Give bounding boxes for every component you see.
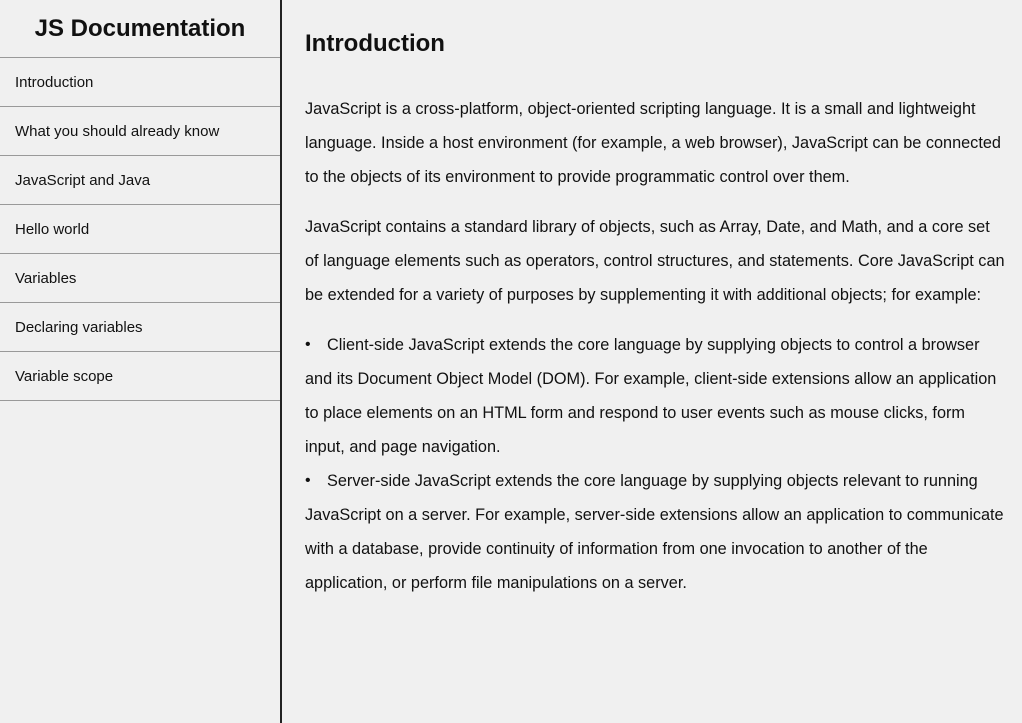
- nav-link-what-you-should-already-know[interactable]: What you should already know: [0, 107, 280, 156]
- bullet-icon: •: [305, 472, 311, 489]
- sidebar-title: JS Documentation: [0, 0, 280, 58]
- list-item: [305, 464, 1005, 600]
- nav-link-variables[interactable]: Variables: [0, 254, 280, 303]
- nav-link-hello-world[interactable]: Hello world: [0, 205, 280, 254]
- bullet-icon: •: [305, 336, 311, 353]
- section-title: Introduction: [305, 30, 445, 57]
- sidebar-nav: [0, 0, 282, 723]
- nav-list: [0, 58, 280, 401]
- nav-link-declaring-variables[interactable]: Declaring variables: [0, 303, 280, 352]
- nav-link-introduction[interactable]: Introduction: [0, 58, 280, 107]
- list-item-text: Server-side JavaScript extends the core language by supplying objects relevant to running JavaScript on a server. For example, server-side extensions allow an application to communicate with a database, provide continuity of information from one invocation to another of the application, or perform file manipulations on a server.: [305, 472, 1004, 592]
- main-content: [305, 0, 1005, 600]
- nav-link-variable-scope[interactable]: Variable scope: [0, 352, 280, 401]
- list-item: [305, 328, 1005, 464]
- intro-paragraph-1: JavaScript is a cross-platform, object-oriented scripting language. It is a small and lightweight language. Inside a host environment (for example, a web browser), JavaScript can be connected to the objects of its environment to provide programmatic control over them.: [305, 100, 1001, 186]
- list-item-text: Client-side JavaScript extends the core language by supplying objects to control a browser and its Document Object Model (DOM). For example, client-side extensions allow an application to place elements on an HTML form and respond to user events such as mouse clicks, form input, and page navigation.: [305, 336, 997, 456]
- nav-link-javascript-and-java[interactable]: JavaScript and Java: [0, 156, 280, 205]
- examples-list: [305, 328, 1005, 600]
- intro-paragraph-2: JavaScript contains a standard library of objects, such as Array, Date, and Math, and a core set of language elements such as operators, control structures, and statements. Core JavaScript can be extended for a variety of purposes by supplementing it with additional objects; for example:: [305, 218, 1005, 304]
